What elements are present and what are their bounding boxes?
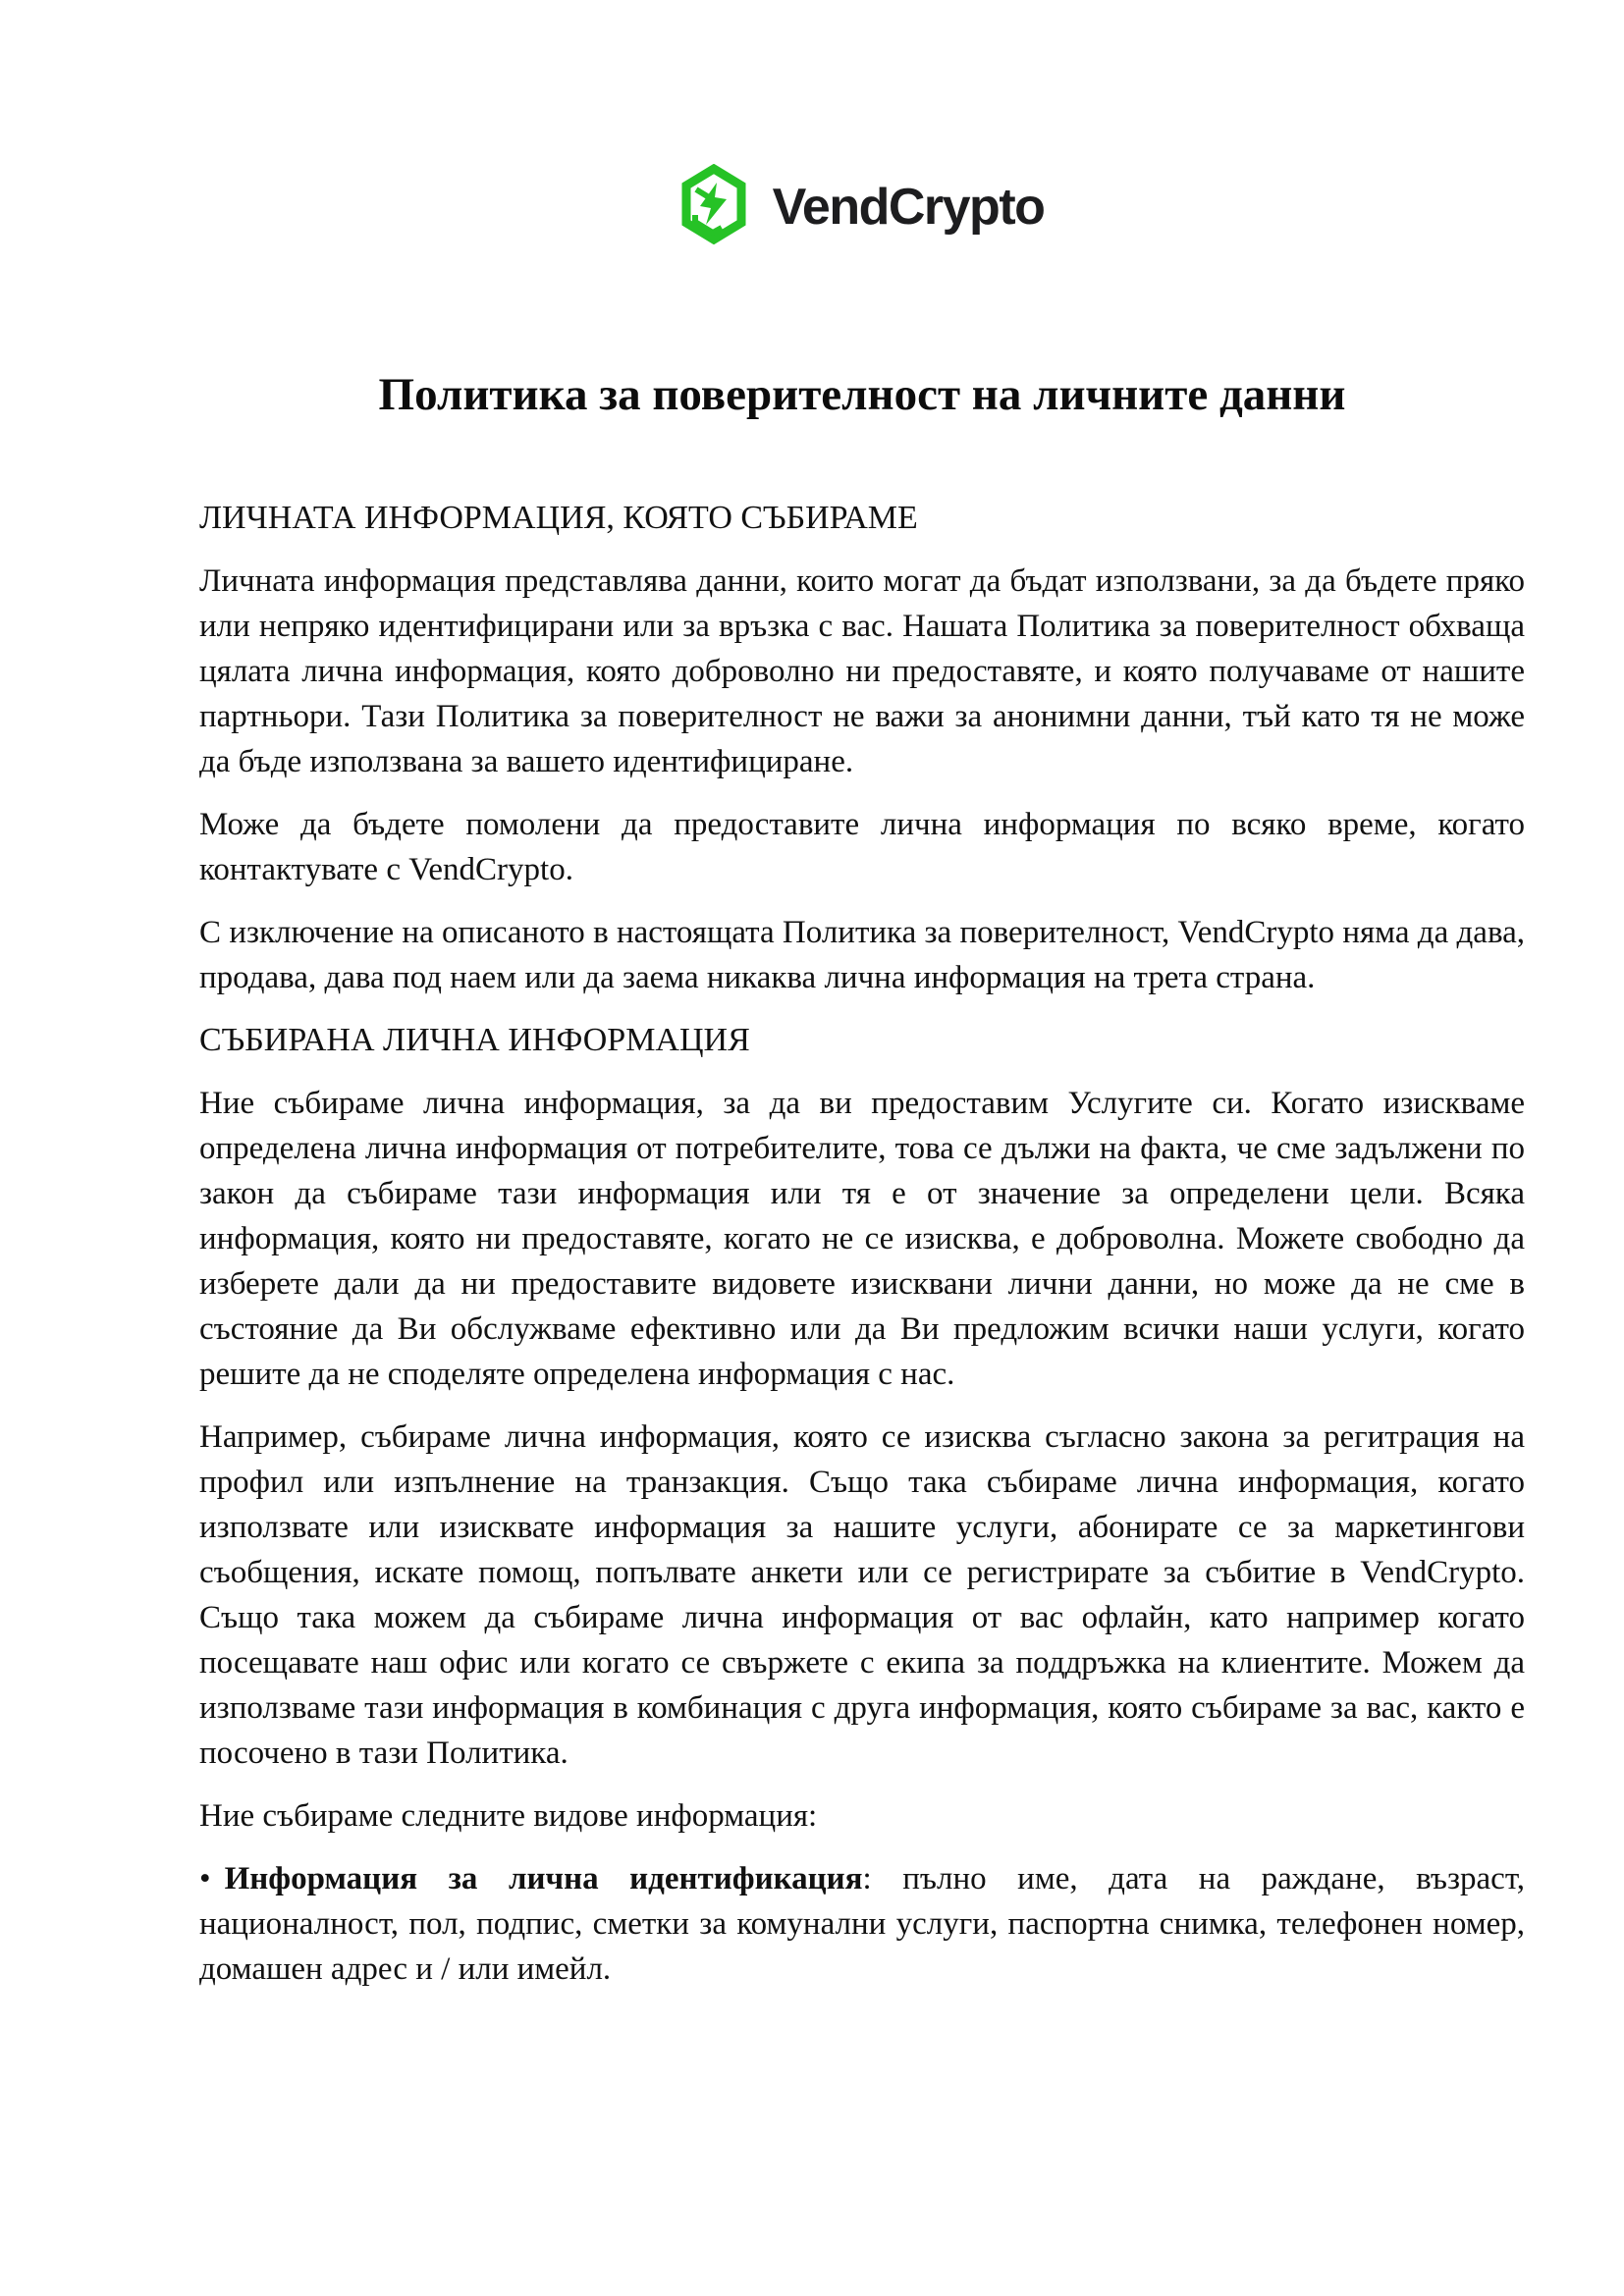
brand-logo [199,165,1525,243]
page-title: Политика за поверителност на личните данни [378,369,1346,420]
vendcrypto-hexagon-icon [680,164,747,244]
bullet-item-personal-identification [199,1856,1525,1992]
bullet-label: Информация за лична идентификация [224,1861,863,1896]
paragraph: Може да бъдете помолени да предоставите лична информация по всяко време, когато контактувате с VendCrypto. [199,807,1525,887]
paragraph: Личната информация представлява данни, които могат да бъдат използвани, за да бъдете пряко или непряко идентифицирани или за връзка с вас. Нашата Политика за поверителност обхваща цялата лична информация, която доброволно ни предоставяте, и която получаваме от нашите партньори. Тази Политика за поверителност не важи за анонимни данни, тъй като тя не може да бъде използвана за вашето идентифициране. [199,563,1525,779]
section-heading-personal-info-we-collect: ЛИЧНАТА ИНФОРМАЦИЯ, КОЯТО СЪБИРАМЕ [199,500,918,536]
section-heading-collected-personal-info: СЪБИРАНА ЛИЧНА ИНФОРМАЦИЯ [199,1022,750,1058]
brand-wordmark: VendCrypto [772,179,1045,236]
bullet-text: : пълно име, дата на раждане, възраст, националност, пол, подпис, сметки за комунални услуги, паспортна снимка, телефонен номер, домашен адрес и / или имейл. [199,1861,1526,1987]
paragraph: Ние събираме следните видове информация: [199,1798,818,1834]
paragraph: Ние събираме лична информация, за да ви предоставим Услугите си. Когато изискваме определена лична информация от потребителите, това се дължи на факта, че сме задължени по закон да събираме тази информация или тя е от значение за определени цели. Всяка информация, която ни предоставяте, когато не се изисква, е доброволна. Можете свободно да изберете дали да ни предоставите видовете изисквани лични данни, но може да не сме в състояние да Ви обслужваме ефективно или да Ви предложим всички наши услуги, когато решите да не споделяте определена информация с нас. [199,1086,1525,1392]
paragraph: Например, събираме лична информация, която се изисква съгласно закона за регитрация на профил или изпълнение на транзакция. Също така събираме лична информация, когато използвате или изисквате информация за нашите услуги, абонирате се за маркетингови съобщения, искате помощ, попълвате анкети или се регистрирате за събитие в VendCrypto. Също така можем да събираме лична информация от вас офлайн, като например когато посещавате наш офис или когато се свържете с екипа за поддръжка на клиентите. Можем да използваме тази информация в комбинация с друга информация, която събираме за вас, както е посочено в тази Политика. [199,1419,1525,1771]
paragraph: С изключение на описаното в настоящата Политика за поверителност, VendCrypto няма да дава, продава, дава под наем или да заема никаква лична информация на трета страна. [199,915,1525,995]
bullet-marker: • [199,1861,211,1896]
